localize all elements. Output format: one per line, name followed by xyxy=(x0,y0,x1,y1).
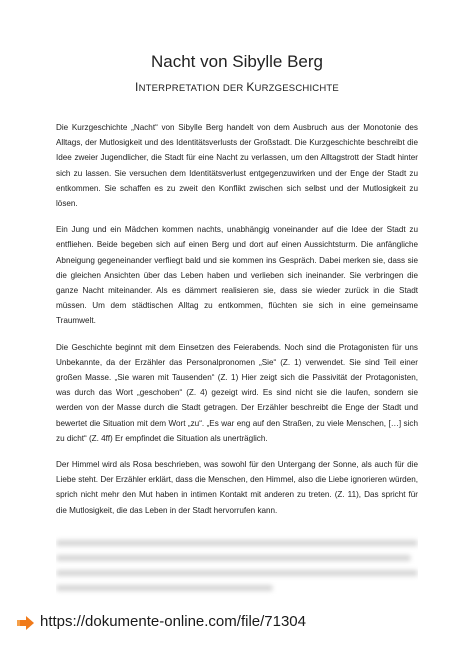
subtitle-part: URZGESCHICHTE xyxy=(254,83,339,94)
document-title: Nacht von Sibylle Berg xyxy=(151,52,323,71)
footer-bar xyxy=(0,612,474,634)
paragraph: Die Geschichte beginnt mit dem Einsetzen des Feierabends. Noch sind die Protagonisten für uns Unbekannte, da der Erzähler das Personalpronomen „Sie“ (Z. 1) verwendet. Sie sind Teil einer großen Masse. „Sie waren mit Tausenden“ (Z. 1) Hier zeigt sich die Passivität der Protagonisten, was durch das Wort „geschoben“ (Z. 4) gezeigt wird. Es sind nicht sie die laufen, sondern sie werden von der Masse durch die Stadt getragen. Der Erzähler beschreibt die Enge der Stadt und bewertet die Situation mit dem Wort „zu“. „Es war eng auf den Straßen, zu viele Menschen, […] sich zu dicht“ (Z. 4ff) Er empfindet die Situation als unerträglich. xyxy=(56,342,418,443)
paragraph: Die Kurzgeschichte „Nacht“ von Sibylle Berg handelt von dem Ausbruch aus der Monotonie des Alltags, der Mutlosigkeit und des Identitätsverlusts der Großstadt. Die Kurzgeschichte beschreibt die Idee zweier Jugendlicher, die Stadt für eine Nacht zu verlassen, um den Alltagstrott der Stadt hinter sich zu lassen. Sie versuchen dem Identitätsverlust entgegenzuwirken und der Enge der Stadt zu entkommen. Sie schaffen es zu zweit den Konflikt zwischen sich selbst und der Mutlosigkeit zu lösen. xyxy=(56,123,418,209)
document-body xyxy=(56,120,418,529)
subtitle-part: I xyxy=(135,80,139,94)
document-source-link[interactable]: https://dokumente-online.com/file/71304 xyxy=(40,613,306,630)
document-subtitle xyxy=(0,80,474,94)
subtitle-part: NTERPRETATION DER xyxy=(138,83,247,94)
arrow-right-icon xyxy=(14,612,36,634)
paragraph: Der Himmel wird als Rosa beschrieben, was sowohl für den Untergang der Sonne, als auch für die Liebe steht. Der Erzähler erklärt, dass die Menschen, den Himmel, also die Liebe ignorieren würden, sprich nicht mehr den Mut haben in intimen Kontakt mit anderen zu treten. (Z. 11), Das spricht für die Mutlosigkeit, die das Leben in der Stadt hervorrufen kann. xyxy=(56,460,418,515)
subtitle-part: K xyxy=(246,80,255,94)
paragraph: Ein Jung und ein Mädchen kommen nachts, unabhängig voneinander auf die Idee der Stadt zu entfliehen. Beide begeben sich auf einen Berg und dort auf einen Aussichtsturm. Die anfängliche Abneigung gegeneinander verfliegt bald und sie kommen ins Gespräch. Dabei merken sie, dass sie die gleichen Ansichten über das Leben haben und verlieben sich ineinander. Sie verbringen die ganze Nacht miteinander. Als es dämmert realisieren sie, dass sie wieder zurück in die Stadt müssen. Um dem städtischen Alltag zu entkommen, flüchten sie sich in eine gemeinsame Traumwelt. xyxy=(56,225,418,326)
blurred-preview-text xyxy=(56,532,418,610)
